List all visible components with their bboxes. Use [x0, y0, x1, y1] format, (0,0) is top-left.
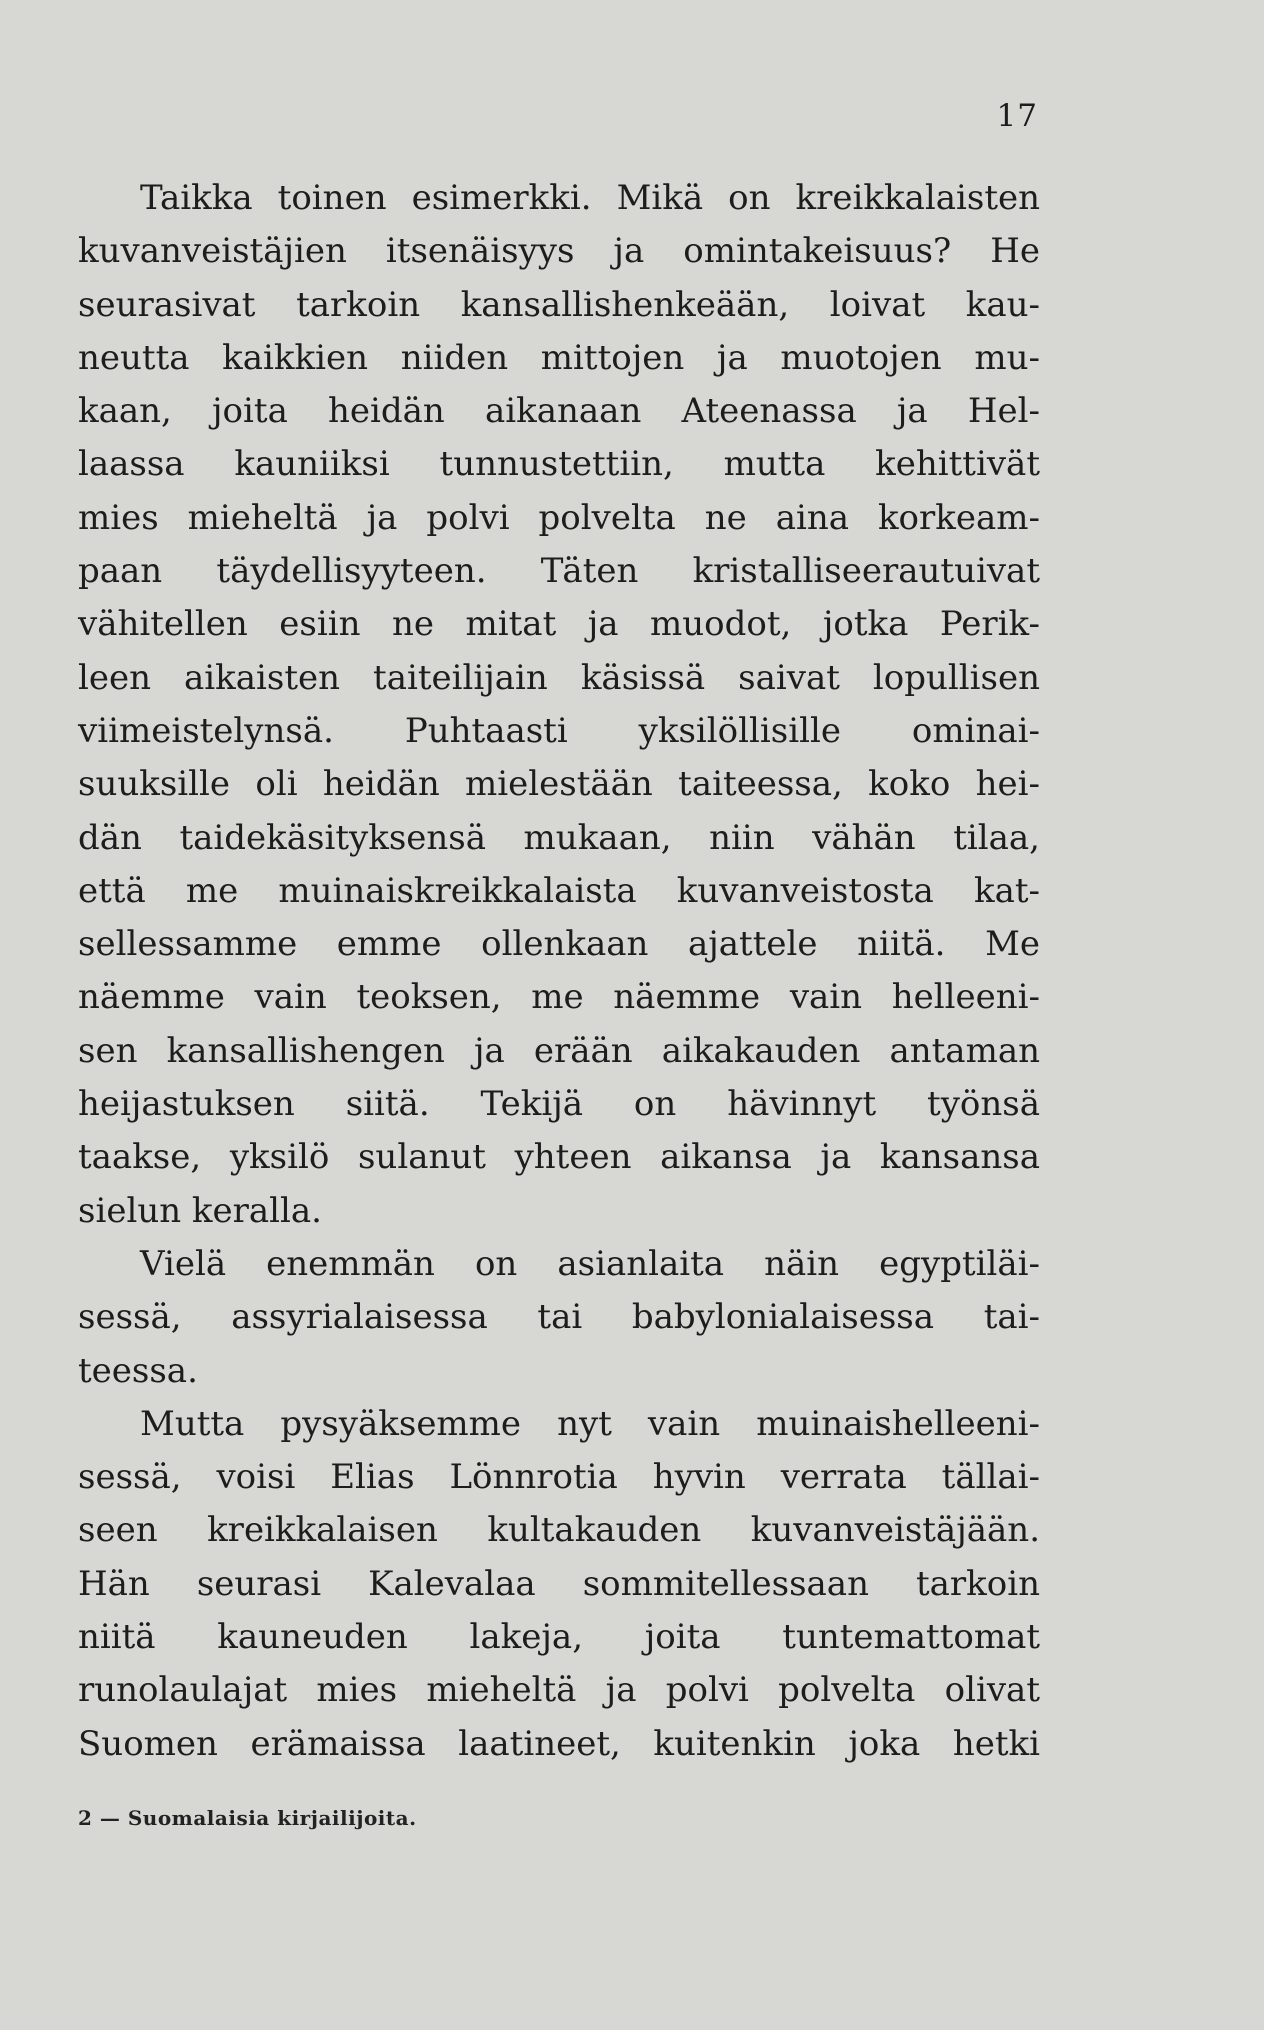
text-line: Vielä enemmän on asianlaita näin egyptiläi- — [140, 1243, 1040, 1284]
text-line: sessä, assyrialaisessa tai babylonialaisessa tai- — [78, 1297, 1040, 1338]
text-line: sielun keralla. — [78, 1190, 322, 1231]
text-line: sen kansallishengen ja erään aikakauden antaman — [78, 1030, 1040, 1071]
text-line: niitä kauneuden lakeja, joita tuntemattomat — [78, 1617, 1040, 1658]
text-line: että me muinaiskreikkalaista kuvanveistosta kat- — [78, 870, 1040, 911]
text-line: Taikka toinen esimerkki. Mikä on kreikkalaisten — [140, 178, 1040, 218]
text-line: Hän seurasi Kalevalaa sommitellessaan tarkoin — [78, 1563, 1040, 1604]
text-line: neutta kaikkien niiden mittojen ja muotojen mu- — [78, 337, 1040, 378]
text-line: laassa kauniiksi tunnustettiin, mutta kehittivät — [78, 444, 1040, 485]
text-line: näemme vain teoksen, me näemme vain helleeni- — [78, 977, 1040, 1018]
text-line: sessä, voisi Elias Lönnrotia hyvin verrata tällai- — [78, 1457, 1040, 1498]
text-line: seurasivat tarkoin kansallishenkeään, loivat kau- — [78, 284, 1040, 325]
text-line: seen kreikkalaisen kultakauden kuvanveistäjään. — [78, 1510, 1040, 1551]
text-line: kaan, joita heidän aikanaan Ateenassa ja Hel- — [78, 391, 1040, 432]
text-line: suuksille oli heidän mielestään taiteessa, koko hei- — [78, 764, 1040, 805]
text-line: paan täydellisyyteen. Täten kristalliseerautuivat — [78, 551, 1040, 592]
text-line: sellessamme emme ollenkaan ajattele niitä. Me — [78, 924, 1040, 965]
body-text — [78, 172, 1040, 1771]
text-line: taakse, yksilö sulanut yhteen aikansa ja kansansa — [78, 1137, 1040, 1178]
text-line: vähitellen esiin ne mitat ja muodot, jotka Perik- — [78, 604, 1040, 645]
page-number: 17 — [996, 98, 1038, 134]
text-line: Mutta pysyäksemme nyt vain muinaishelleeni- — [140, 1403, 1040, 1444]
text-line: Suomen erämaissa laatineet, kuitenkin joka hetki — [78, 1723, 1040, 1764]
text-line: heijastuksen siitä. Tekijä on hävinnyt työnsä — [78, 1084, 1040, 1125]
text-line: kuvanveistäjien itsenäisyys ja omintakeisuus? He — [78, 231, 1040, 272]
text-line: viimeistelynsä. Puhtaasti yksilöllisille ominai- — [78, 710, 1040, 751]
text-line: leen aikaisten taiteilijain käsissä saivat lopullisen — [78, 657, 1040, 698]
text-line: teessa. — [78, 1350, 198, 1391]
text-line: dän taidekäsityksensä mukaan, niin vähän tilaa, — [78, 817, 1040, 858]
text-line: runolaulajat mies mieheltä ja polvi polvelta olivat — [78, 1670, 1040, 1711]
page-footer: 2 — Suomalaisia kirjailijoita. — [78, 1806, 417, 1830]
text-line: mies mieheltä ja polvi polvelta ne aina korkeam- — [78, 497, 1040, 538]
